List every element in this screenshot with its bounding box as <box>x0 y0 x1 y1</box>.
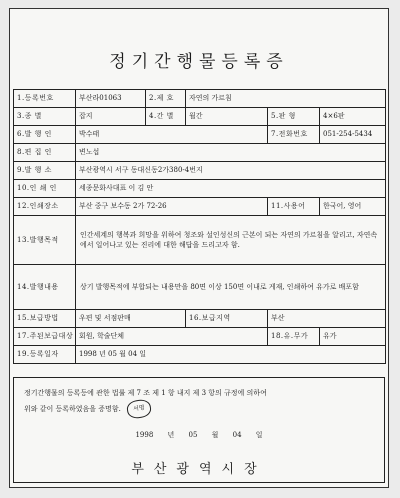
field-value-target-audience: 회원, 학술단체 <box>76 328 268 346</box>
law-text-line-2 <box>24 400 376 418</box>
field-label-format: 5.판 형 <box>268 108 320 126</box>
registration-table <box>13 89 386 364</box>
field-label-target-audience: 17.주된보급대상 <box>14 328 76 346</box>
table-row <box>14 198 386 216</box>
field-value-paid-free: 유가 <box>320 328 386 346</box>
law-text-line-1: 정기간행물의 등록등에 관한 법률 제 7 조 제 1 항 내지 제 3 항의 규정에 의하여 <box>24 389 267 397</box>
field-value-language: 한국어, 영어 <box>320 198 386 216</box>
field-value-format: 4×6판 <box>320 108 386 126</box>
document-title: 정기간행물등록증 <box>109 52 289 72</box>
official-seal: 서명 <box>126 398 152 419</box>
field-label-distribution-area: 16.보급지역 <box>186 310 268 328</box>
field-label-registration-number: 1.등록번호 <box>14 90 76 108</box>
field-label-type: 3.종 별 <box>14 108 76 126</box>
field-label-frequency: 4.간 별 <box>146 108 186 126</box>
field-value-type: 잡지 <box>76 108 146 126</box>
field-label-distribution-method: 15.보급방법 <box>14 310 76 328</box>
field-label-printer: 10.인 쇄 인 <box>14 180 76 198</box>
field-value-printer: 세종문화사대표 이 김 안 <box>76 180 386 198</box>
law-text-line-2-text: 위와 같이 등록하였음을 증명함. <box>24 405 121 413</box>
certificate-sheet <box>9 8 389 488</box>
field-label-print-location: 12.인쇄장소 <box>14 198 76 216</box>
table-row <box>14 310 386 328</box>
table-row <box>14 90 386 108</box>
table-row <box>14 346 386 364</box>
issuer-name: 부산광역시장 <box>131 462 267 477</box>
field-value-print-location: 부산 중구 보수동 2가 72-26 <box>76 198 268 216</box>
field-label-title: 2.제 호 <box>146 90 186 108</box>
field-value-publishing-office: 부산광역시 서구 동대신동2가380-4번지 <box>76 162 386 180</box>
field-value-publisher: 박수태 <box>76 126 268 144</box>
table-row <box>14 108 386 126</box>
issue-date: 1998 년 05 월 04 일 <box>135 431 263 439</box>
field-label-purpose: 13.발행목적 <box>14 216 76 265</box>
field-label-publishing-office: 9.발 행 소 <box>14 162 76 180</box>
field-value-phone: 051-254-5434 <box>320 126 386 144</box>
table-row <box>14 162 386 180</box>
field-label-editor: 8.편 집 인 <box>14 144 76 162</box>
field-value-editor: 변노섭 <box>76 144 386 162</box>
field-value-frequency: 월간 <box>186 108 268 126</box>
field-label-phone: 7.전화번호 <box>268 126 320 144</box>
certification-text <box>24 386 376 418</box>
table-row <box>14 180 386 198</box>
certification-block <box>13 377 385 483</box>
field-label-language: 11.사용어 <box>268 198 320 216</box>
table-row <box>14 126 386 144</box>
field-label-registration-date: 19.등록일자 <box>14 346 76 364</box>
field-value-distribution-method: 우편 및 서점판매 <box>76 310 186 328</box>
field-label-content: 14.발행내용 <box>14 265 76 310</box>
field-value-title: 자연의 가르침 <box>186 90 386 108</box>
field-value-purpose: 인간세계의 행복과 희망을 위하여 청조와 설인성신의 근본이 되는 자연의 가르침을 알리고, 자연속에서 일어나고 있는 진리에 대한 해답을 드리고자 함. <box>76 216 386 265</box>
table-row <box>14 328 386 346</box>
field-value-registration-date: 1998 년 05 월 04 일 <box>76 346 386 364</box>
field-value-content: 상기 발행목적에 부합되는 내용만을 80면 이상 150면 이내로 게재, 인쇄하여 유가로 배포함 <box>76 265 386 310</box>
table-row <box>14 144 386 162</box>
table-row <box>14 216 386 265</box>
field-value-registration-number: 부산라01063 <box>76 90 146 108</box>
field-label-publisher: 6.발 행 인 <box>14 126 76 144</box>
field-label-paid-free: 18.유.무가 <box>268 328 320 346</box>
table-row <box>14 265 386 310</box>
field-value-distribution-area: 부산 <box>268 310 386 328</box>
